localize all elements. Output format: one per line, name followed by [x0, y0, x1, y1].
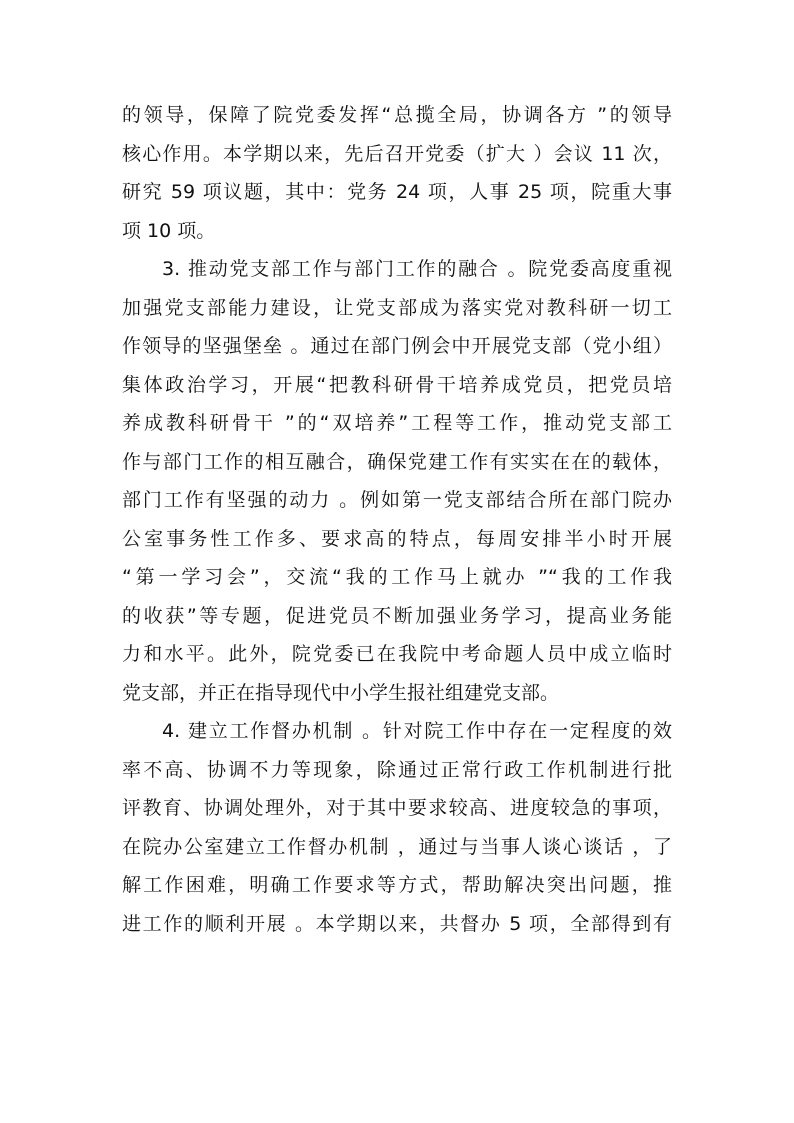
text-line: 进工作的顺利开展 。本学期以来，共督办 5 项，全部得到有	[122, 912, 672, 935]
text-line: “第一学习会”，交流“我的工作马上就办 ”“我的工作我	[122, 566, 672, 588]
text-line: 项 10 项。	[122, 219, 216, 242]
text-line: 在院办公室建立工作督办机制 ，通过与当事人谈心谈话 ，了	[122, 835, 672, 858]
body-text	[122, 96, 672, 943]
text-line: 公室事务性工作多、要求高的特点，每周安排半小时开展	[122, 527, 672, 550]
text-line: 评教育、协调处理外，对于其中要求较高、进度较急的事项，	[122, 797, 672, 819]
text-line: 作与部门工作的相互融合，确保党建工作有实实在在的载体，	[122, 450, 672, 473]
text-line: 加强党支部能力建设，让党支部成为落实党对教科研一切工	[122, 296, 672, 319]
section-heading-line: 4. 建立工作督办机制 。针对院工作中存在一定程度的效	[162, 720, 672, 742]
text-line: 集体政治学习，开展“把教科研骨干培养成党员，把党员培	[122, 373, 672, 396]
section-heading-line: 3. 推动党支部工作与部门工作的融合 。院党委高度重视	[162, 258, 672, 280]
text-line: 部门工作有坚强的动力 。例如第一党支部结合所在部门院办	[122, 489, 672, 511]
text-line: 党支部，并正在指导现代中小学生报社组建党支部。	[122, 681, 560, 704]
text-line: 解工作困难，明确工作要求等方式，帮助解决突出问题，推	[122, 874, 672, 896]
text-line: 核心作用。本学期以来，先后召开党委（扩大 ）会议 11 次，	[122, 142, 672, 165]
text-line: 作领导的坚强堡垒 。通过在部门例会中开展党支部（党小组）	[122, 335, 672, 357]
text-line: 的收获”等专题，促进党员不断加强业务学习，提高业务能	[122, 604, 672, 627]
text-line: 率不高、协调不力等现象，除通过正常行政工作机制进行批	[122, 758, 672, 781]
text-line: 养成教科研骨干 ”的“双培养”工程等工作，推动党支部工	[122, 412, 672, 434]
text-line: 的领导，保障了院党委发挥“总揽全局，协调各方 ”的领导	[122, 104, 672, 126]
text-line: 研究 59 项议题，其中：党务 24 项，人事 25 项，院重大事	[122, 181, 672, 203]
text-line: 力和水平。此外，院党委已在我院中考命题人员中成立临时	[122, 643, 672, 665]
